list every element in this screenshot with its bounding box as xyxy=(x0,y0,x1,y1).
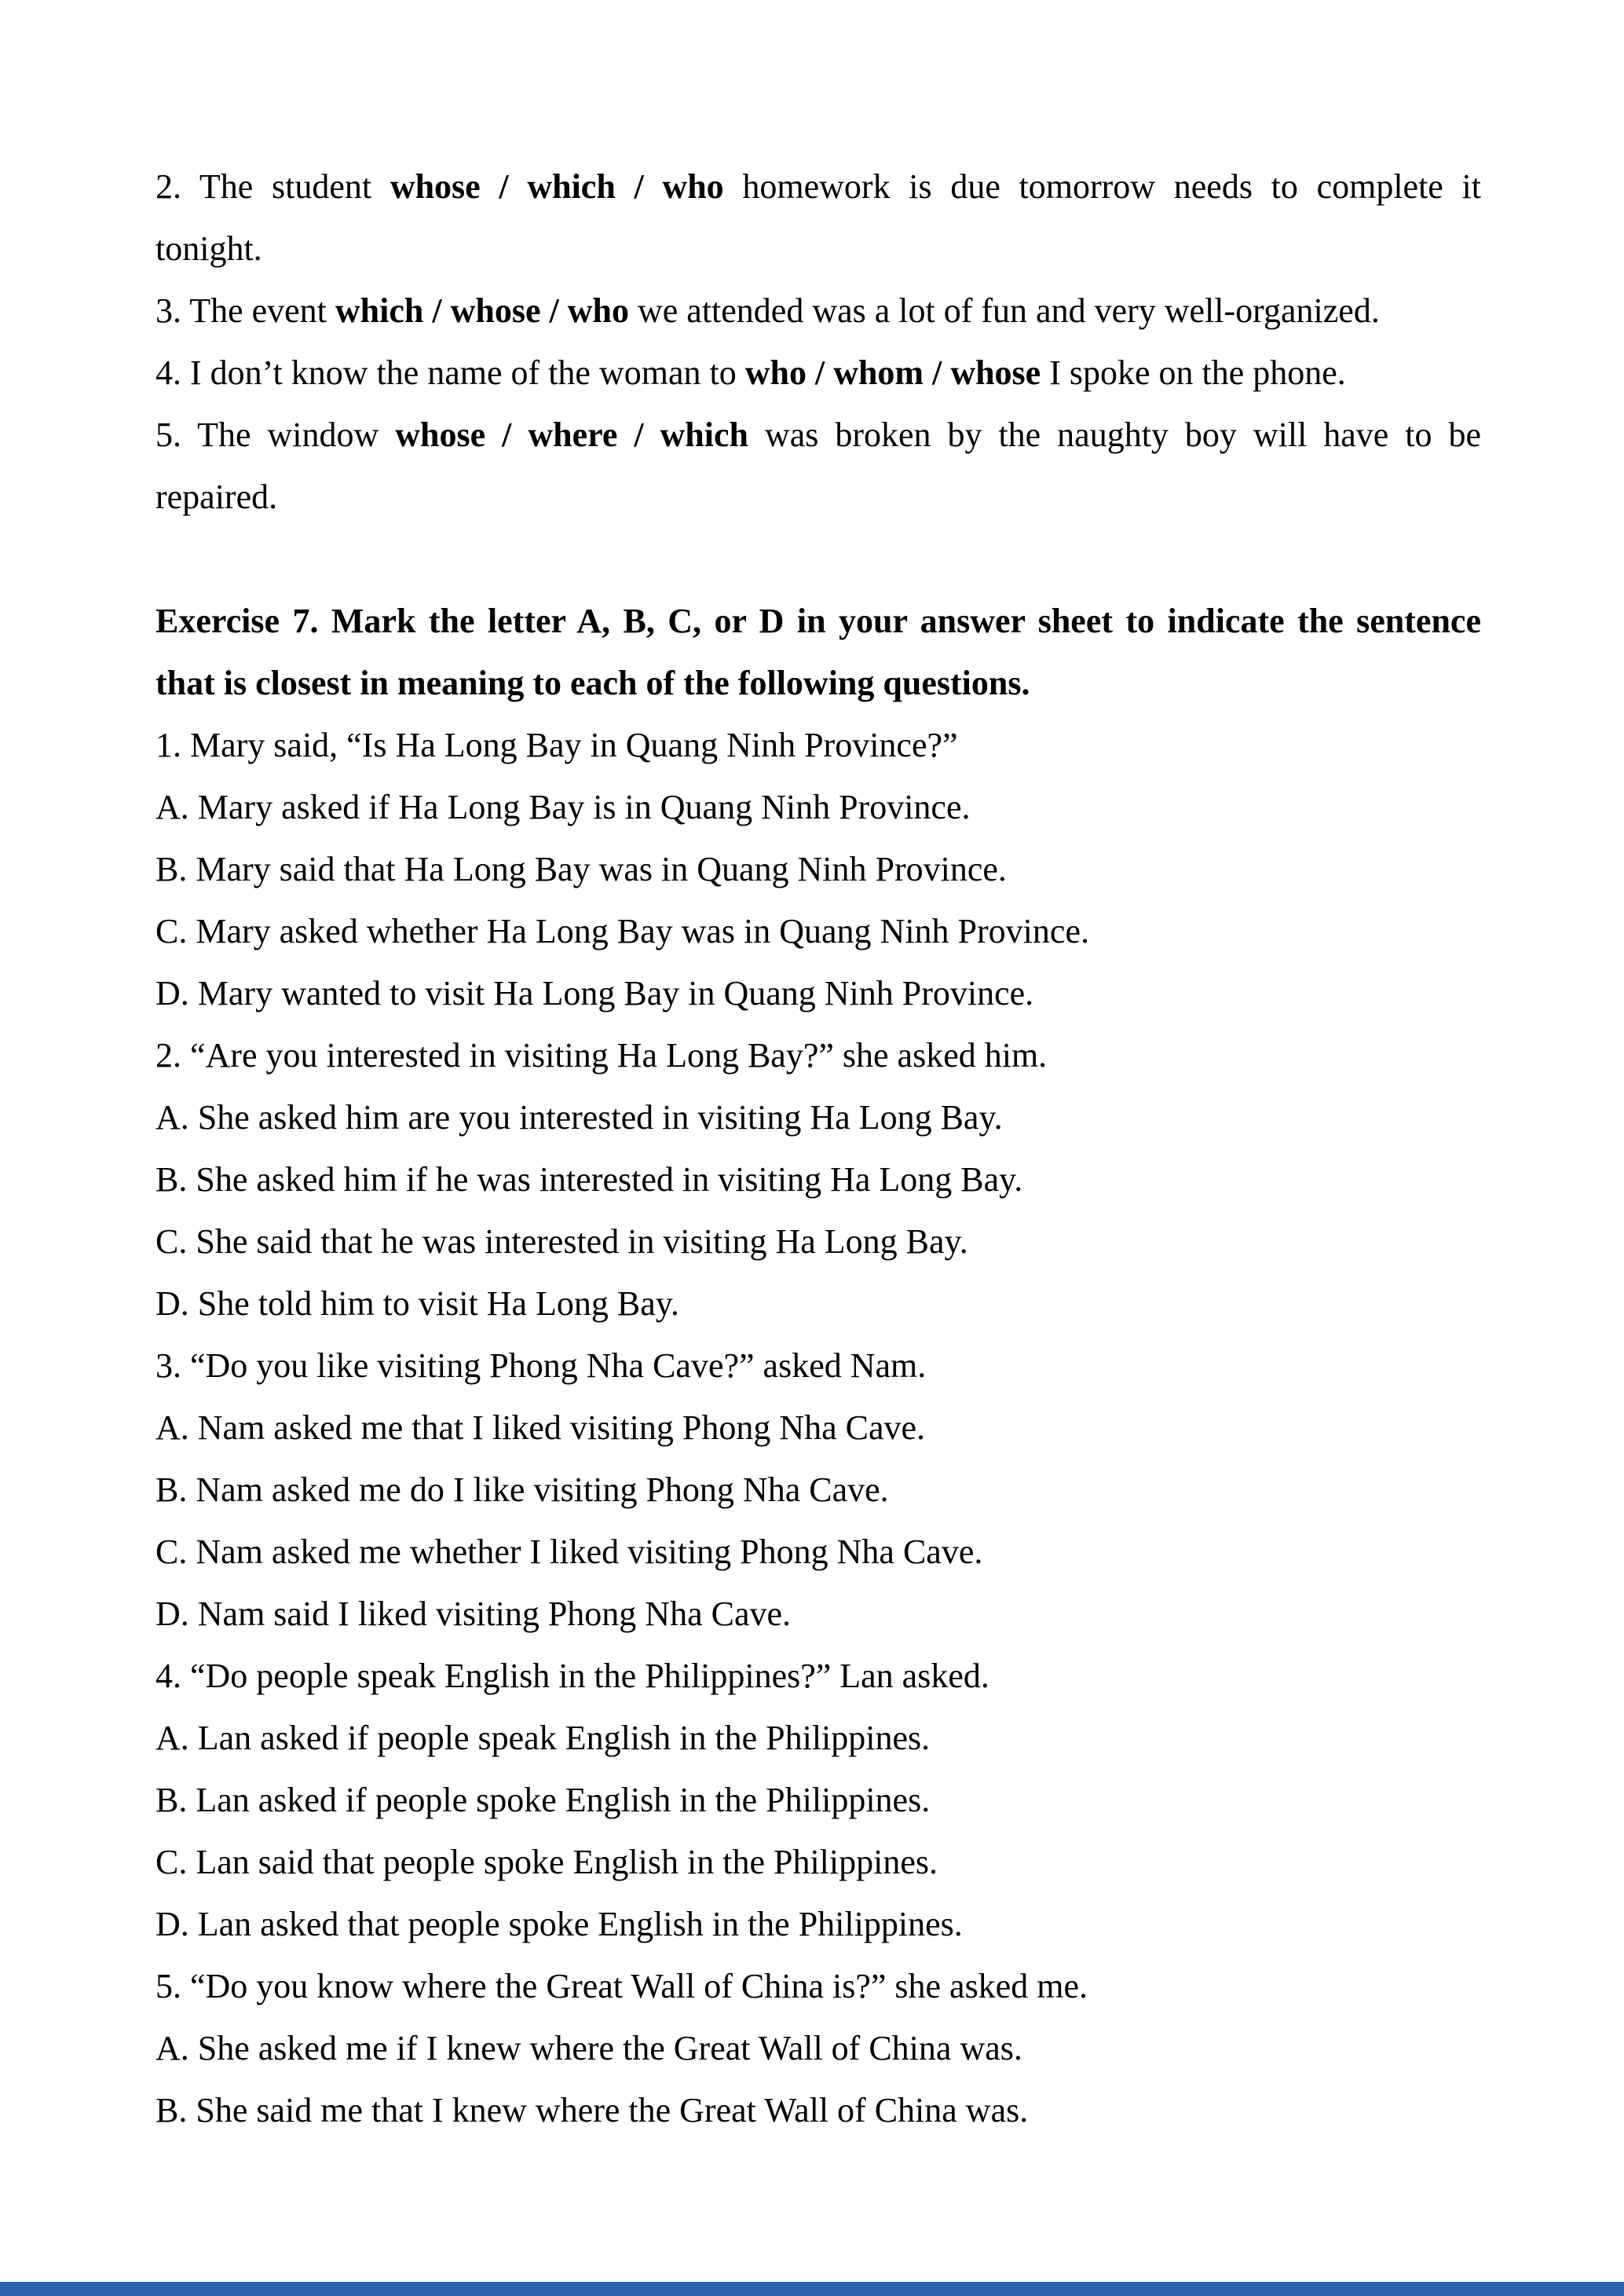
text-segment: I spoke on the phone. xyxy=(1041,353,1346,392)
text-segment: tonight. xyxy=(155,229,262,268)
text-segment: repaired. xyxy=(155,478,278,516)
text-segment: we attended was a lot of fun and very well-organized. xyxy=(628,291,1380,330)
exercise-item xyxy=(155,156,1481,218)
text-segment: B. Lan asked if people spoke English in the Philippines. xyxy=(155,1781,931,1819)
text-segment: C. She said that he was interested in visiting Ha Long Bay. xyxy=(155,1222,968,1261)
answer-option xyxy=(155,1583,1481,1645)
answer-option xyxy=(155,838,1481,900)
answer-option xyxy=(155,1148,1481,1210)
answer-option xyxy=(155,2079,1481,2141)
question-item xyxy=(155,1024,1481,1086)
text-segment: A. She asked him are you interested in visiting Ha Long Bay. xyxy=(155,1098,1003,1137)
bold-text-segment: Exercise 7. Mark the letter A, B, C, or D in your answer sheet to indicate the sentence xyxy=(155,602,1481,640)
answer-option xyxy=(155,900,1481,962)
exercise-item xyxy=(155,342,1481,404)
text-segment: homework is due tomorrow needs to complete it xyxy=(723,167,1481,206)
text-segment: B. She said me that I knew where the Great Wall of China was. xyxy=(155,2091,1029,2129)
text-segment: B. Mary said that Ha Long Bay was in Quang Ninh Province. xyxy=(155,850,1007,888)
exercise-item-continuation xyxy=(155,218,1481,280)
answer-option xyxy=(155,1521,1481,1583)
text-segment: 4. I don’t know the name of the woman to xyxy=(155,353,745,392)
bold-text-segment: whose / where / which xyxy=(395,416,748,454)
text-segment: C. Nam asked me whether I liked visiting Phong Nha Cave. xyxy=(155,1532,983,1571)
answer-option xyxy=(155,1273,1481,1335)
text-segment: A. She asked me if I knew where the Great Wall of China was. xyxy=(155,2029,1022,2067)
answer-option xyxy=(155,1831,1481,1893)
text-segment: D. Nam said I liked visiting Phong Nha Cave. xyxy=(155,1595,792,1633)
text-segment: 4. “Do people speak English in the Philippines?” Lan asked. xyxy=(155,1657,989,1695)
exercise-item xyxy=(155,280,1481,342)
text-segment: 1. Mary said, “Is Ha Long Bay in Quang Ninh Province?” xyxy=(155,726,958,764)
answer-option xyxy=(155,2017,1481,2079)
bold-text-segment: whose / which / who xyxy=(390,167,724,206)
question-item xyxy=(155,714,1481,776)
answer-option xyxy=(155,1459,1481,1521)
text-segment: was broken by the naughty boy will have to be xyxy=(748,416,1482,454)
bottom-bar xyxy=(0,2282,1624,2296)
text-segment: A. Mary asked if Ha Long Bay is in Quang Ninh Province. xyxy=(155,788,971,826)
text-segment: 2. “Are you interested in visiting Ha Long Bay?” she asked him. xyxy=(155,1036,1048,1075)
answer-option xyxy=(155,1893,1481,1955)
text-segment: 3. The event xyxy=(155,291,335,330)
bold-text-segment: which / whose / who xyxy=(335,291,629,330)
question-item xyxy=(155,1645,1481,1707)
text-segment: 5. “Do you know where the Great Wall of China is?” she asked me. xyxy=(155,1967,1088,2005)
text-segment: C. Lan said that people spoke English in the Philippines. xyxy=(155,1843,938,1881)
text-segment: B. She asked him if he was interested in visiting Ha Long Bay. xyxy=(155,1160,1023,1199)
bold-text-segment: that is closest in meaning to each of the following questions. xyxy=(155,664,1030,702)
answer-option xyxy=(155,1086,1481,1148)
text-segment: B. Nam asked me do I like visiting Phong Nha Cave. xyxy=(155,1470,889,1509)
exercise-item xyxy=(155,404,1481,466)
bold-text-segment: who / whom / whose xyxy=(744,353,1041,392)
answer-option xyxy=(155,1707,1481,1769)
text-segment: 3. “Do you like visiting Phong Nha Cave?” asked Nam. xyxy=(155,1346,927,1385)
text-segment: 2. The student xyxy=(155,167,390,206)
question-item xyxy=(155,1955,1481,2017)
question-item xyxy=(155,1335,1481,1397)
exercise-item-continuation xyxy=(155,466,1481,528)
text-segment: D. Lan asked that people spoke English in the Philippines. xyxy=(155,1905,963,1943)
answer-option xyxy=(155,776,1481,838)
exercise-heading-continuation xyxy=(155,652,1481,714)
answer-option xyxy=(155,1397,1481,1459)
answer-option xyxy=(155,962,1481,1024)
text-segment: A. Nam asked me that I liked visiting Phong Nha Cave. xyxy=(155,1408,926,1447)
text-segment: A. Lan asked if people speak English in the Philippines. xyxy=(155,1719,931,1757)
answer-option xyxy=(155,1769,1481,1831)
answer-option xyxy=(155,1210,1481,1273)
text-segment: D. She told him to visit Ha Long Bay. xyxy=(155,1284,679,1323)
text-segment: 5. The window xyxy=(155,416,396,454)
document-body xyxy=(155,156,1481,2141)
text-segment: D. Mary wanted to visit Ha Long Bay in Quang Ninh Province. xyxy=(155,974,1034,1013)
exercise-heading xyxy=(155,590,1481,652)
text-segment: C. Mary asked whether Ha Long Bay was in Quang Ninh Province. xyxy=(155,912,1089,950)
